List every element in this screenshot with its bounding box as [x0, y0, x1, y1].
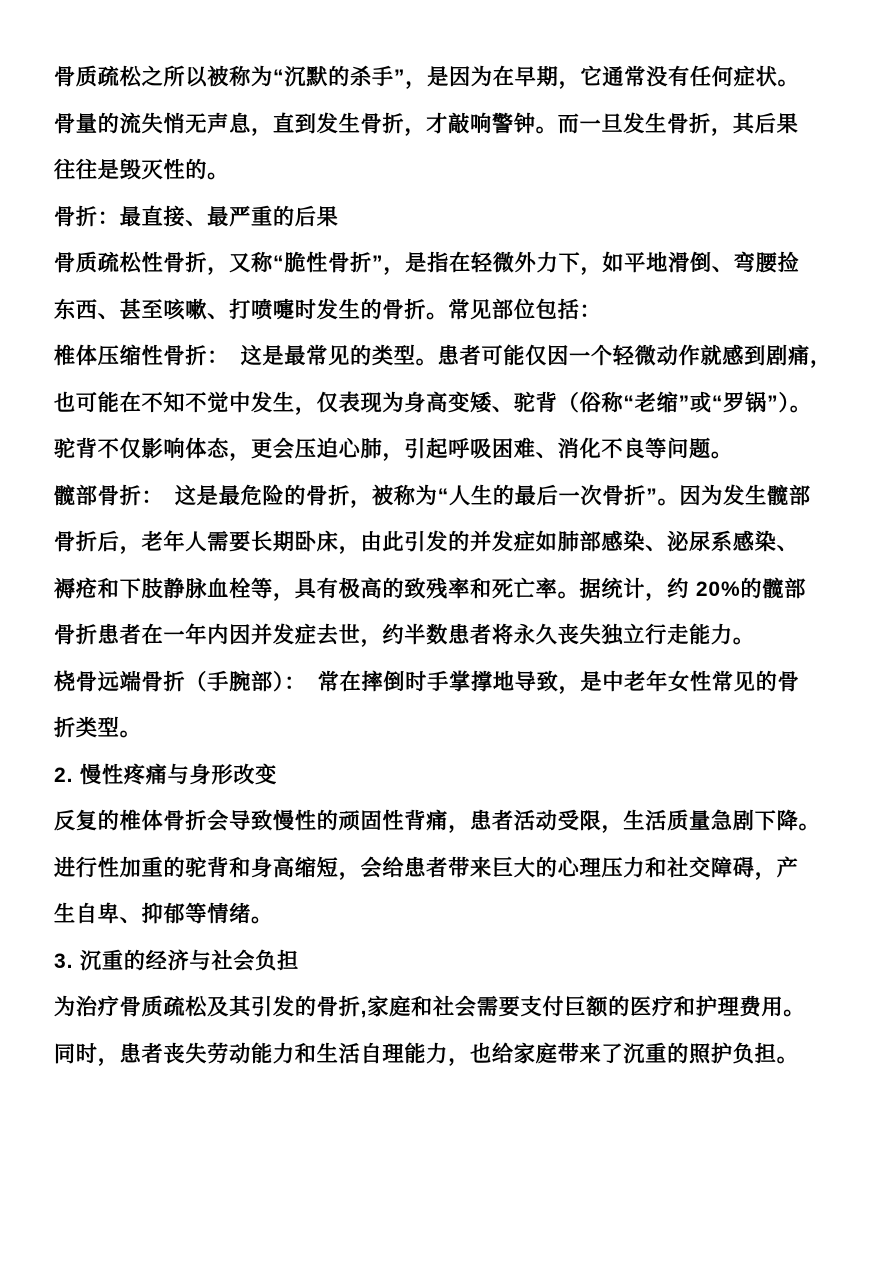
text-line: 桡骨远端骨折（手腕部）： 常在摔倒时手掌撑地导致，是中老年女性常见的骨 [54, 670, 800, 694]
text-line: 为治疗骨质疏松及其引发的骨折,家庭和社会需要支付巨额的医疗和护理费用。 [54, 996, 806, 1019]
text-line: 骨质疏松性骨折，又称“脆性骨折”，是指在轻微外力下，如平地滑倒、弯腰捡 [54, 252, 800, 275]
text-line: 骨量的流失悄无声息，直到发生骨折，才敲响警钟。而一旦发生骨折，其后果 [54, 112, 799, 136]
text-line: 生自卑、抑郁等情绪。 [54, 903, 273, 926]
text-line: 进行性加重的驼背和身高缩短，会给患者带来巨大的心理压力和社交障碍，产 [54, 856, 799, 880]
text-line: 骨质疏松之所以被称为“沉默的杀手”，是因为在早期，它通常没有任何症状。 [54, 66, 800, 89]
text-line: 同时，患者丧失劳动能力和生活自理能力，也给家庭带来了沉重的照护负担。 [54, 1042, 799, 1066]
text-line: 驼背不仅影响体态，更会压迫心肺，引起呼吸困难、消化不良等问题。 [54, 438, 733, 461]
text-line: 骨折患者在一年内因并发症去世，约半数患者将永久丧失独立行走能力。 [54, 624, 755, 647]
section-heading: 2. 慢性疼痛与身形改变 [54, 763, 278, 787]
section-heading: 骨折：最直接、最严重的后果 [54, 205, 339, 229]
text-line: 髋部骨折： 这是最危险的骨折，被称为“人生的最后一次骨折”。因为发生髋部 [54, 484, 811, 508]
text-line: 椎体压缩性骨折： 这是最常见的类型。患者可能仅因一个轻微动作就感到剧痛， [54, 345, 832, 368]
text-line: 也可能在不知不觉中发生，仅表现为身高变矮、驼背（俗称“老缩”或“罗锅”）。 [54, 391, 812, 415]
section-heading: 3. 沉重的经济与社会负担 [54, 949, 300, 973]
text-line: 折类型。 [54, 717, 142, 740]
document-content [54, 55, 840, 1078]
text-line: 骨折后，老年人需要长期卧床，由此引发的并发症如肺部感染、泌尿系感染、 [54, 531, 799, 554]
text-line: 往往是毁灭性的。 [54, 159, 230, 182]
text-line: 褥疮和下肢静脉血栓等，具有极高的致残率和死亡率。据统计，约 20%的髋部 [54, 577, 807, 601]
text-line: 东西、甚至咳嗽、打喷嚏时发生的骨折。常见部位包括： [54, 298, 602, 322]
text-line: 反复的椎体骨折会导致慢性的顽固性背痛，患者活动受限，生活质量急剧下降。 [54, 810, 821, 833]
